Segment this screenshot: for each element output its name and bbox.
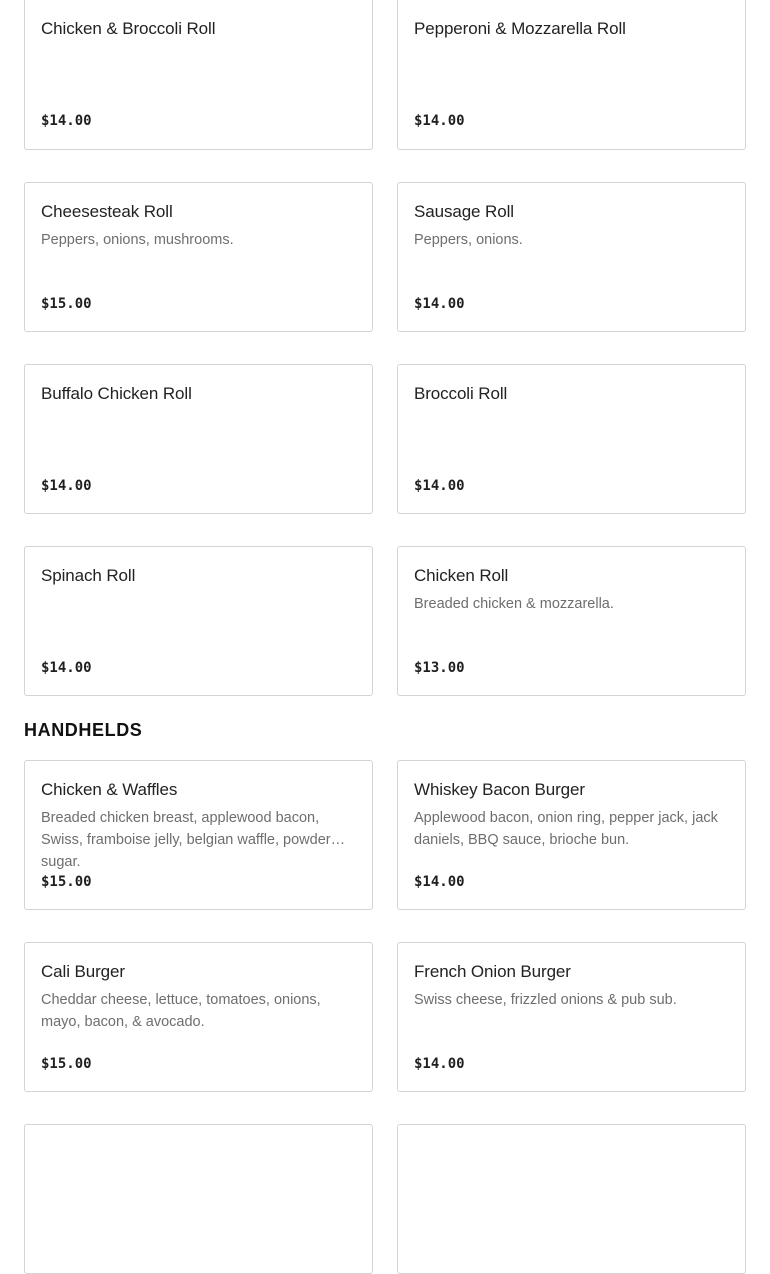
menu-item-card[interactable]: [24, 182, 373, 332]
menu-item-price: $14.00: [414, 874, 465, 890]
menu-item-price: $14.00: [414, 113, 465, 129]
menu-item-card[interactable]: [397, 546, 746, 696]
menu-item-name: Spinach Roll: [41, 566, 136, 585]
menu-item-card[interactable]: [397, 182, 746, 332]
menu-item-description: Breaded chicken & mozzarella.: [414, 596, 614, 612]
rolls-grid: [24, 0, 746, 696]
menu-item-name: Chicken Roll: [414, 566, 509, 585]
menu-item-price: $14.00: [41, 660, 92, 676]
menu-item-card[interactable]: [397, 0, 746, 150]
menu-item-description: Peppers, onions, mushrooms.: [41, 232, 234, 248]
menu-item-description: Breaded chicken breast, applewood bacon, Swiss, framboise jelly, belgian waffle, powdered sugar.: [41, 810, 347, 870]
menu-item-name: Chicken & Broccoli Roll: [41, 19, 216, 38]
menu-item-price: $13.00: [414, 660, 465, 676]
menu-item-description: Cheddar cheese, lettuce, tomatoes, onions, mayo, bacon, & avocado.: [41, 992, 321, 1030]
next-row-grid: [24, 1124, 746, 1274]
menu-item-price: $15.00: [41, 874, 92, 890]
menu-item-price: $14.00: [41, 113, 92, 129]
menu-item-price: $15.00: [41, 296, 92, 312]
menu-item-name: Pepperoni & Mozzarella Roll: [414, 19, 626, 38]
menu-item-price: $14.00: [414, 478, 465, 494]
menu-item-price: $15.00: [41, 1056, 92, 1072]
menu-item-price: $14.00: [414, 296, 465, 312]
menu-item-name: Sausage Roll: [414, 202, 514, 221]
menu-item-card[interactable]: [397, 364, 746, 514]
menu-item-card[interactable]: [397, 760, 746, 910]
menu-item-description: Applewood bacon, onion ring, pepper jack, jack daniels, BBQ sauce, brioche bun.: [414, 810, 718, 848]
menu-item-card[interactable]: [24, 760, 373, 910]
menu-item-price: $14.00: [41, 478, 92, 494]
menu-item-price: $14.00: [414, 1056, 465, 1072]
menu-item-card[interactable]: [24, 546, 373, 696]
menu-item-card[interactable]: [24, 0, 373, 150]
menu-item-name: Cali Burger: [41, 962, 125, 981]
menu-item-card[interactable]: [397, 942, 746, 1092]
handhelds-grid: [24, 760, 746, 1092]
menu-item-card-partial[interactable]: [397, 1124, 746, 1274]
menu-item-card[interactable]: [24, 364, 373, 514]
menu-item-name: Chicken & Waffles: [41, 780, 178, 799]
menu-item-card[interactable]: [24, 942, 373, 1092]
menu-item-name: Broccoli Roll: [414, 384, 508, 403]
section-title-handhelds: HANDHELDS: [24, 720, 143, 740]
menu-item-description: Swiss cheese, frizzled onions & pub sub.: [414, 992, 677, 1008]
menu-item-name: Whiskey Bacon Burger: [414, 780, 585, 799]
menu-item-name: Cheesesteak Roll: [41, 202, 173, 221]
menu-item-card-partial[interactable]: [24, 1124, 373, 1274]
menu-item-name: French Onion Burger: [414, 962, 571, 981]
menu-item-description: Peppers, onions.: [414, 232, 523, 248]
menu-item-name: Buffalo Chicken Roll: [41, 384, 192, 403]
